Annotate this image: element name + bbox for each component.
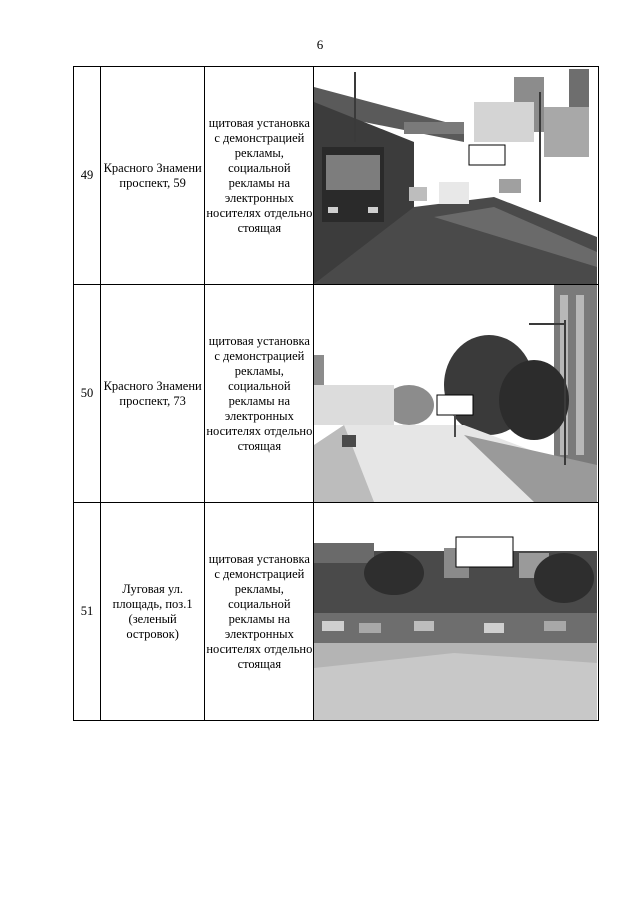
location-photo-cell [314, 285, 599, 503]
location-photo [314, 67, 597, 284]
table-row [74, 285, 599, 503]
street-photo-50 [314, 285, 597, 502]
street-photo-49 [314, 67, 597, 284]
row-number: 49 [74, 67, 101, 285]
location-photo [314, 503, 597, 720]
page-number: 6 [316, 37, 324, 52]
address-cell: Красного Знамени проспект, 73 [101, 285, 205, 503]
address-cell: Луговая ул. площадь, поз.1 (зеленый островок) [101, 503, 205, 721]
structure-type-cell: щитовая установка с демонстрацией рекламы, социальной рекламы на электронных носителях отдельно стоящая [205, 67, 314, 285]
street-photo-51 [314, 503, 597, 720]
structure-type-cell: щитовая установка с демонстрацией рекламы, социальной рекламы на электронных носителях отдельно стоящая [205, 503, 314, 721]
location-photo-cell [314, 503, 599, 721]
table-row [74, 503, 599, 721]
structure-type-cell: щитовая установка с демонстрацией рекламы, социальной рекламы на электронных носителях отдельно стоящая [205, 285, 314, 503]
location-photo-cell [314, 67, 599, 285]
row-number: 51 [74, 503, 101, 721]
location-photo [314, 285, 597, 502]
row-number: 50 [74, 285, 101, 503]
address-cell: Красного Знамени проспект, 59 [101, 67, 205, 285]
table-row [74, 67, 599, 285]
billboard-registry-table [73, 66, 599, 721]
